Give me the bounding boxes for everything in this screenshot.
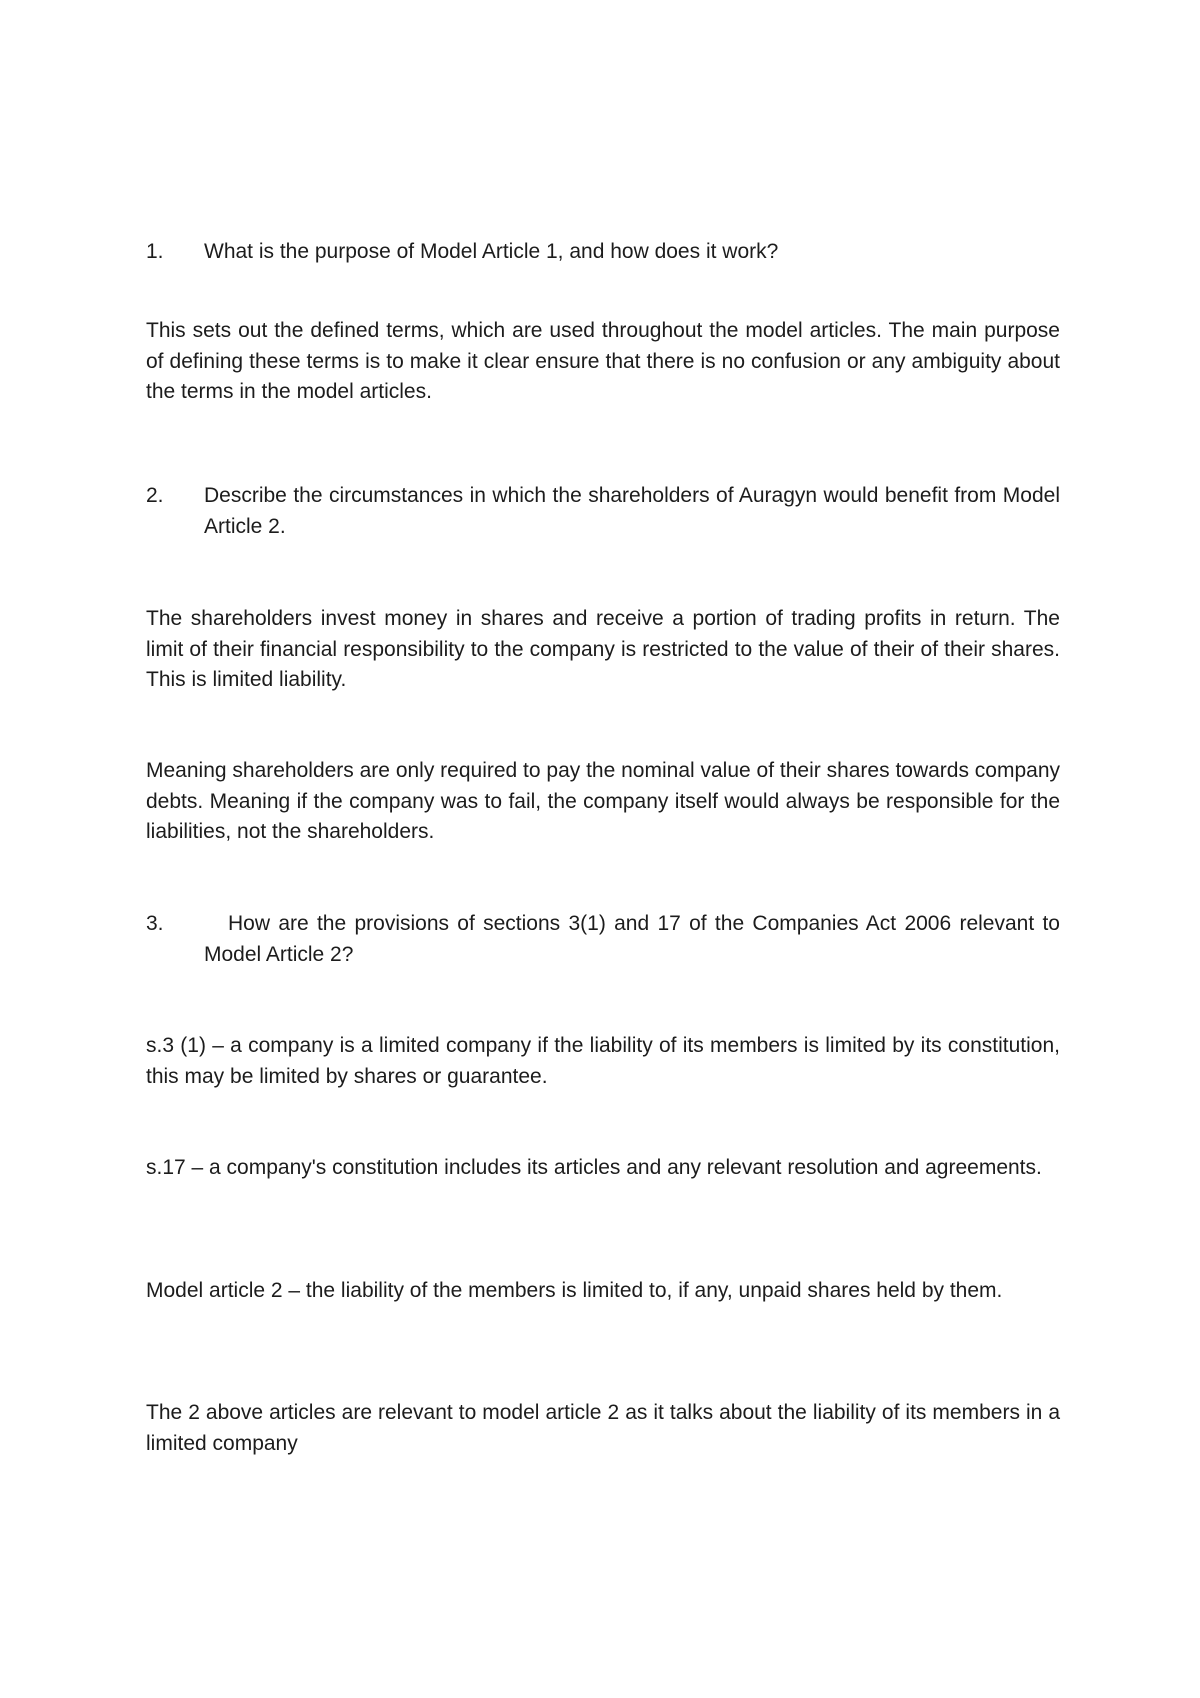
answer-3-paragraph-3: Model article 2 – the liability of the members is limited to, if any, unpaid shares held by them. bbox=[146, 1279, 1003, 1302]
question-number: 1. bbox=[146, 240, 164, 263]
question-2 bbox=[146, 481, 1060, 542]
answer-2-paragraph-1: The shareholders invest money in shares and receive a portion of trading profits in return. The limit of their financial responsibility to the company is restricted to the value of their of their shares. This is limited liability. bbox=[146, 607, 1060, 691]
question-3 bbox=[146, 909, 1060, 970]
answer-1-paragraph: This sets out the defined terms, which are used throughout the model articles. The main purpose of defining these terms is to make it clear ensure that there is no confusion or any ambiguity about the terms in the model articles. bbox=[146, 319, 1060, 403]
question-1 bbox=[146, 237, 1060, 268]
answer-2-paragraph-2: Meaning shareholders are only required to pay the nominal value of their shares towards company debts. Meaning if the company was to fail, the company itself would always be responsible for the liabilities, not the shareholders. bbox=[146, 759, 1061, 843]
question-number: 2. bbox=[146, 484, 164, 507]
question-text: Describe the circumstances in which the shareholders of Auragyn would benefit from Model Article 2. bbox=[204, 484, 1060, 538]
answer-3-paragraph-4: The 2 above articles are relevant to model article 2 as it talks about the liability of its members in a limited company bbox=[146, 1401, 1060, 1455]
answer-3-paragraph-1: s.3 (1) – a company is a limited company if the liability of its members is limited by its constitution, this may be limited by shares or guarantee. bbox=[146, 1034, 1060, 1088]
question-number: 3. bbox=[146, 912, 164, 935]
question-text: What is the purpose of Model Article 1, and how does it work? bbox=[204, 240, 779, 263]
answer-3-paragraph-2: s.17 – a company's constitution includes its articles and any relevant resolution and agreements. bbox=[146, 1156, 1042, 1179]
question-text: How are the provisions of sections 3(1) and 17 of the Companies Act 2006 relevant to Model Article 2? bbox=[204, 912, 1060, 966]
